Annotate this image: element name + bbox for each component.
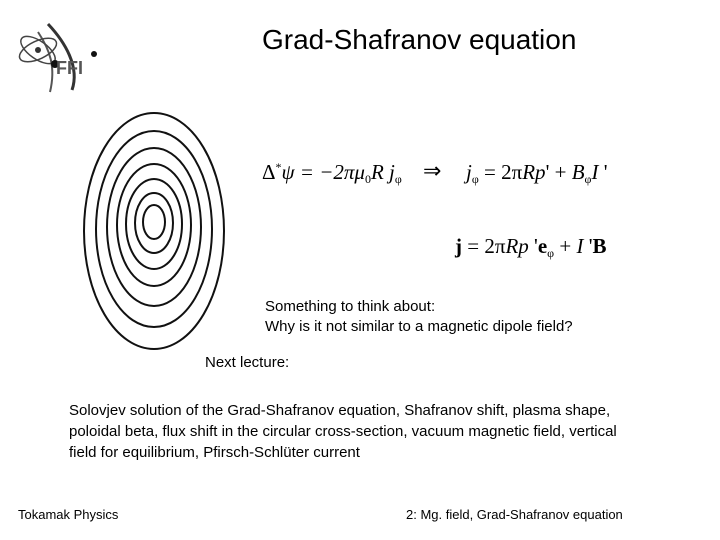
flux-surfaces-figure [78, 108, 230, 354]
flux-contour [96, 131, 212, 327]
flux-contour [117, 164, 191, 286]
implies-arrow: ⇒ [423, 158, 442, 183]
logo-text: FFI [56, 58, 83, 78]
footer-lecture-name: 2: Mg. field, Grad-Shafranov equation [406, 507, 623, 522]
think-line-1: Something to think about: [265, 298, 436, 315]
flux-contour [143, 205, 165, 239]
next-lecture-topics: Solovjev solution of the Grad-Shafranov equation, Shafranov shift, plasma shape, poloidal beta, flux shift in the circular cross-section, vacuum magnetic field, vertical field for equilibrium, Pfirsch-Schlüter current [69, 402, 617, 461]
flux-contour [107, 148, 201, 306]
think-about-box [265, 297, 573, 337]
think-line-2: Why is it not similar to a magnetic dipole field? [265, 318, 573, 335]
toroidal-current-equation: $j_\varphi = 2\pi Rp' + B_\varphi I$ ' [466, 160, 608, 186]
next-lecture-heading: Next lecture: [205, 354, 290, 371]
flux-contour [135, 193, 173, 253]
grad-shafranov-equation: $\Delta^*\psi = -2\pi\mu_0R$ $j_\varphi$ [262, 160, 402, 186]
footer-course-name: Tokamak Physics [18, 507, 119, 522]
slide-title: Grad-Shafranov equation [262, 24, 577, 55]
current-density-vector-equation: j = 2πRp '$e_\varphi + I$ 'B [455, 234, 607, 260]
institute-logo [10, 12, 100, 94]
